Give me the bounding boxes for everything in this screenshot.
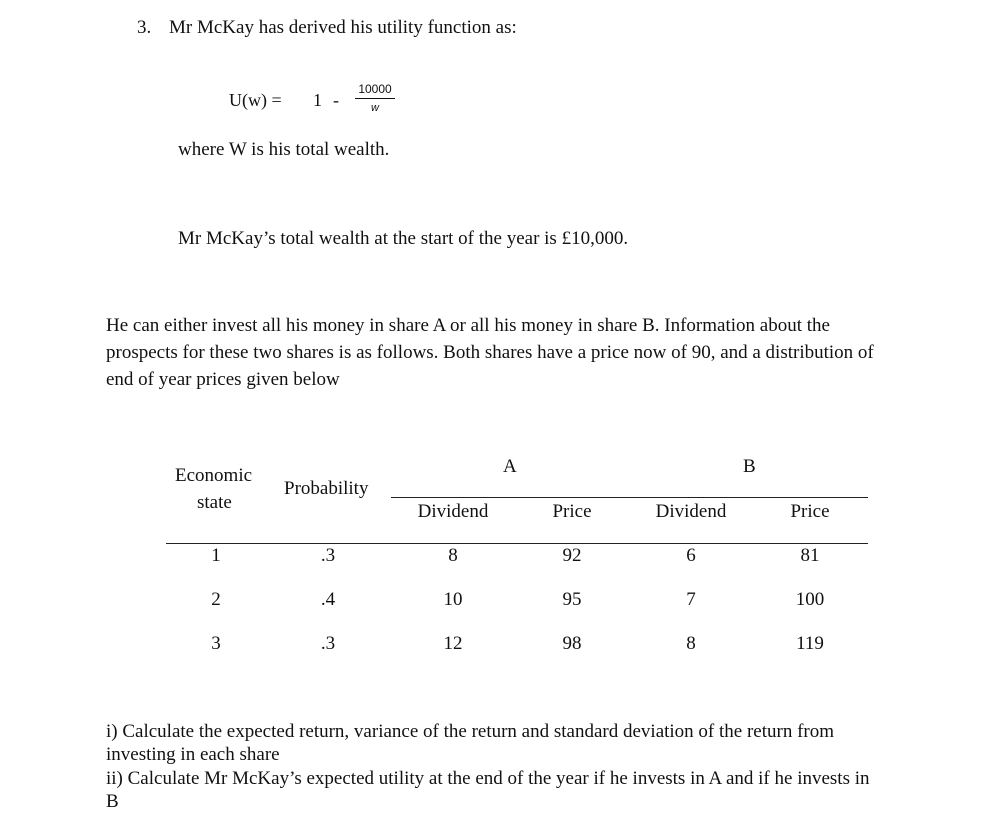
header-state: state — [197, 492, 232, 513]
cell-a-dividend: 10 — [443, 589, 463, 610]
cell-b-price: 100 — [795, 589, 825, 610]
header-economic: Economic — [175, 465, 253, 486]
cell-b-dividend: 7 — [686, 589, 696, 610]
group-header-rule — [391, 497, 868, 498]
task-1: i) Calculate the expected return, variance of the return and standard deviation of the return from investing in each share — [106, 721, 835, 765]
cell-probability: .3 — [320, 545, 336, 566]
question-intro: Mr McKay has derived his utility function as: — [169, 17, 517, 38]
utility-lhs: U(w) = — [229, 90, 282, 110]
header-a-dividend: Dividend — [417, 501, 489, 522]
cell-state: 2 — [211, 589, 221, 610]
header-probability: Probability — [284, 478, 369, 499]
question-number: 3. — [137, 17, 152, 38]
cell-b-dividend: 6 — [686, 545, 696, 566]
where-text: where W is his total wealth. — [178, 139, 390, 160]
cell-a-dividend: 8 — [448, 545, 458, 566]
utility-one: 1 — [313, 90, 322, 110]
header-a-price: Price — [552, 501, 592, 522]
info-paragraph: He can either invest all his money in share A or all his money in share B. Information about the prospects for these two shares is as follows. Both shares have a price now of 90, and a distribution of end of year prices given below — [106, 315, 874, 390]
cell-a-price: 98 — [562, 633, 582, 654]
header-b-dividend: Dividend — [655, 501, 727, 522]
fraction-numerator: 10000 — [358, 82, 392, 96]
cell-a-dividend: 12 — [443, 633, 463, 654]
header-group-a: A — [503, 456, 517, 477]
cell-probability: .3 — [320, 633, 336, 654]
cell-b-dividend: 8 — [686, 633, 696, 654]
header-bottom-rule — [166, 543, 868, 544]
fraction-denominator: w — [371, 102, 379, 114]
cell-a-price: 92 — [562, 545, 582, 566]
cell-a-price: 95 — [562, 589, 582, 610]
wealth-text: Mr McKay’s total wealth at the start of the year is £10,000. — [178, 228, 629, 249]
utility-fraction — [355, 82, 395, 114]
cell-state: 3 — [211, 633, 221, 654]
cell-state: 1 — [211, 545, 221, 566]
header-group-b: B — [743, 456, 756, 477]
fraction-bar — [355, 98, 395, 99]
cell-b-price: 119 — [796, 633, 824, 654]
task-2: ii) Calculate Mr McKay’s expected utility at the end of the year if he invests in A and if he invests in B — [106, 768, 870, 812]
cell-b-price: 81 — [800, 545, 820, 566]
cell-probability: .4 — [320, 589, 336, 610]
utility-minus: - — [333, 90, 339, 110]
header-b-price: Price — [790, 501, 830, 522]
